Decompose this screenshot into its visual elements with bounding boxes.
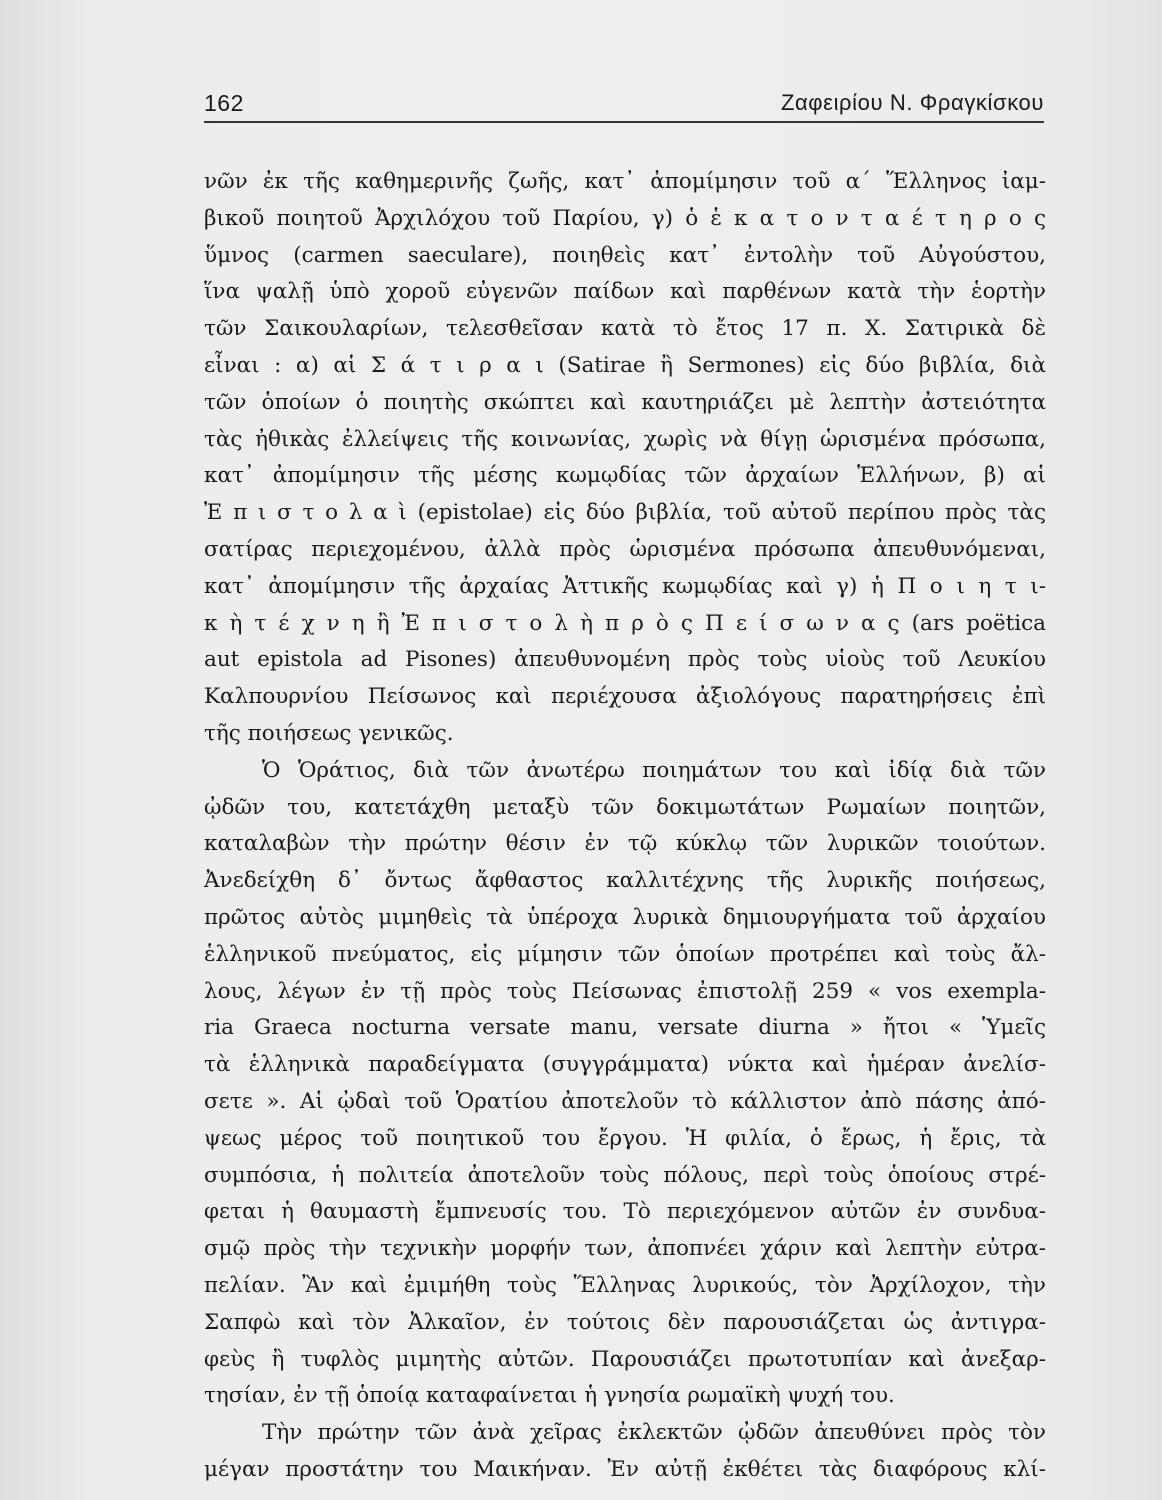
text-line: βικοῦ ποιητοῦ Ἀρχιλόχου τοῦ Παρίου, γ) ὁ ἑ κ α τ ο ν τ α έ τ η ρ ο ς xyxy=(204,205,1046,231)
page-number: 162 xyxy=(204,90,244,116)
paragraph-start-line: Τὴν πρώτην τῶν ἀνὰ χεῖρας ἐκλεκτῶν ᾠδῶν ἀπευθύνει πρὸς τὸν xyxy=(262,1420,1046,1446)
text-line: νῶν ἐκ τῆς καθημερινῆς ζωῆς, κατ᾿ ἀπομίμησιν τοῦ α΄ Ἕλληνος ἰαμ- xyxy=(204,169,1046,194)
text-line: τῶν Σαικουλαρίων, τελεσθεῖσαν κατὰ τὸ ἔτος 17 π. Χ. Σατιρικὰ δὲ xyxy=(204,316,1046,342)
body-text xyxy=(204,164,1046,1489)
text-line: τὰς ἠθικὰς ἐλλείψεις τῆς κοινωνίας, χωρὶς νὰ θίγῃ ὡρισμένα πρόσωπα, xyxy=(204,426,1046,452)
text-line: καταλαβὼν τὴν πρώτην θέσιν ἐν τῷ κύκλῳ τῶν λυρικῶν τοιούτων. xyxy=(204,831,1046,857)
text-line: ψεως μέρος τοῦ ποιητικοῦ του ἔργου. Ἡ φιλία, ὁ ἔρως, ἡ ἔρις, τὰ xyxy=(204,1125,1046,1151)
text-line: λους, λέγων ἐν τῇ πρὸς τοὺς Πείσωνας ἐπιστολῇ 259 « vos exempla- xyxy=(204,978,1046,1004)
text-line: κ ὴ τ έ χ ν η ἢ Ἐ π ι σ τ ο λ ὴ π ρ ὸ ς Π ε ί σ ω ν α ς (ars poëtica xyxy=(204,610,1046,636)
header-rule xyxy=(204,121,1044,123)
running-title: Ζαφειρίου Ν. Φραγκίσκου xyxy=(780,90,1044,115)
paragraph-end-line: τησίαν, ἐν τῇ ὁποίᾳ καταφαίνεται ἡ γνησία ρωμαϊκὴ ψυχή του. xyxy=(204,1383,895,1409)
text-line: μέγαν προστάτην του Μαικήναν. Ἐν αὐτῇ ἐκθέτει τὰς διαφόρους κλί- xyxy=(204,1456,1046,1482)
text-line: πρῶτος αὐτὸς μιμηθεὶς τὰ ὑπέροχα λυρικὰ δημιουργήματα τοῦ ἀρχαίου xyxy=(204,904,1046,930)
text-line: aut epistola ad Pisones) ἀπευθυνομένη πρὸς τοὺς υἱοὺς τοῦ Λευκίου xyxy=(204,647,1046,673)
text-line: ᾠδῶν του, κατετάχθη μεταξὺ τῶν δοκιμωτάτων Ρωμαίων ποιητῶν, xyxy=(204,794,1046,820)
text-line: σατίρας περιεχομένου, ἀλλὰ πρὸς ὡρισμένα πρόσωπα ἀπευθυνόμεναι, xyxy=(204,536,1046,562)
text-line: κατ᾿ ἀπομίμησιν τῆς μέσης κωμῳδίας τῶν ἀρχαίων Ἑλλήνων, β) αἱ xyxy=(204,463,1046,489)
text-line: ria Graeca nocturna versate manu, versate diurna » ἤτοι « Ὑμεῖς xyxy=(204,1015,1046,1041)
text-line: Ἐ π ι σ τ ο λ α ὶ (epistolae) εἰς δύο βιβλία, τοῦ αὐτοῦ περίπου πρὸς τὰς xyxy=(204,500,1046,526)
text-line: φεὺς ἢ τυφλὸς μιμητὴς αὐτῶν. Παρουσιάζει πρωτοτυπίαν καὶ ἀνεξαρ- xyxy=(204,1346,1046,1372)
text-line: ἑλληνικοῦ πνεύματος, εἰς μίμησιν τῶν ὁποίων προτρέπει καὶ τοὺς ἄλ- xyxy=(204,941,1046,967)
text-line: συμπόσια, ἡ πολιτεία ἀποτελοῦν τοὺς πόλους, περὶ τοὺς ὁποίους στρέ- xyxy=(204,1162,1046,1188)
text-line: ἵνα ψαλῇ ὑπὸ χοροῦ εὐγενῶν παίδων καὶ παρθένων κατὰ τὴν ἑορτὴν xyxy=(204,279,1046,305)
text-line: φεται ἡ θαυμαστὴ ἔμπνευσίς του. Τὸ περιεχόμενον αὐτῶν ἐν συνδυα- xyxy=(204,1199,1046,1225)
text-line: κατ᾿ ἀπομίμησιν τῆς ἀρχαίας Ἀττικῆς κωμῳδίας καὶ γ) ἡ Π ο ι η τ ι- xyxy=(204,573,1046,599)
text-line: εἶναι : α) αἱ Σ ά τ ι ρ α ι (Satirae ἢ Sermones) εἰς δύο βιβλία, διὰ xyxy=(204,352,1046,378)
text-line: τὰ ἑλληνικὰ παραδείγματα (συγγράμματα) νύκτα καὶ ἡμέραν ἀνελίσ- xyxy=(204,1052,1046,1078)
text-line: Ἀνεδείχθη δ᾿ ὄντως ἄφθαστος καλλιτέχνης τῆς λυρικῆς ποιήσεως, xyxy=(204,868,1046,894)
text-line: Καλπουρνίου Πείσωνος καὶ περιέχουσα ἀξιολόγους παρατηρήσεις ἐπὶ xyxy=(204,684,1046,710)
text-line: πελίαν. Ἂν καὶ ἐμιμήθη τοὺς Ἕλληνας λυρικούς, τὸν Ἀρχίλοχον, τὴν xyxy=(204,1272,1046,1298)
text-line: τῶν ὁποίων ὁ ποιητὴς σκώπτει καὶ καυτηριάζει μὲ λεπτὴν ἀστειότητα xyxy=(204,389,1046,415)
text-line: σετε ». Αἱ ᾠδαὶ τοῦ Ὁρατίου ἀποτελοῦν τὸ κάλλιστον ἀπὸ πάσης ἀπό- xyxy=(204,1088,1046,1114)
text-line: σμῷ πρὸς τὴν τεχνικὴν μορφήν των, ἀποπνέει χάριν καὶ λεπτὴν εὐτρα- xyxy=(204,1236,1046,1262)
paragraph-start-line: Ὁ Ὁράτιος, διὰ τῶν ἀνωτέρω ποιημάτων του καὶ ἰδίᾳ διὰ τῶν xyxy=(262,757,1046,783)
text-line: Σαπφὼ καὶ τὸν Ἀλκαῖον, ἐν τούτοις δὲν παρουσιάζεται ὡς ἀντιγρα- xyxy=(204,1309,1046,1335)
paragraph-end-line: τῆς ποιήσεως γενικῶς. xyxy=(204,720,454,746)
text-line: ὕμνος (carmen saeculare), ποιηθεὶς κατ᾿ ἐντολὴν τοῦ Αὐγούστου, xyxy=(204,242,1046,268)
page-header xyxy=(204,82,1044,122)
